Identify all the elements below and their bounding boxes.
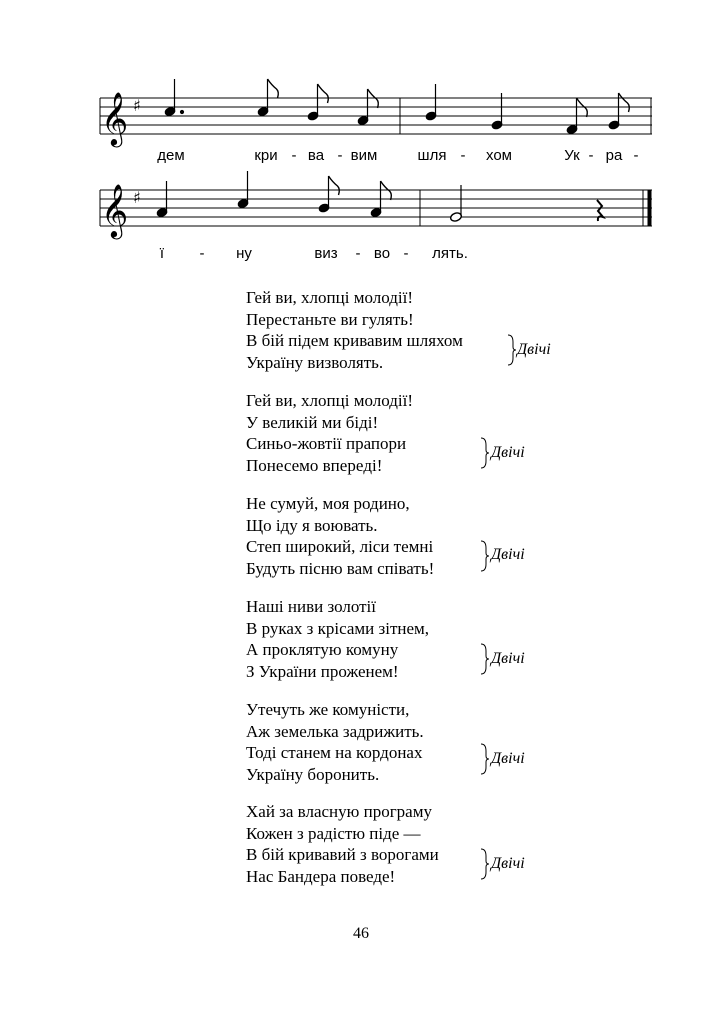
lyric-syllable: во <box>373 245 391 262</box>
staff-system-2 <box>100 190 652 226</box>
treble-clef: 𝄞 <box>101 183 129 237</box>
repeat-mark: Двічі <box>517 341 551 358</box>
stanza-line: Тоді станем на кордонах <box>246 743 423 762</box>
repeat-brace <box>480 540 489 572</box>
stanza-5 <box>246 699 546 785</box>
repeat-brace <box>507 334 516 366</box>
stanza-1 <box>246 287 546 373</box>
repeat-mark: Двічі <box>491 750 525 767</box>
repeat-mark: Двічі <box>491 855 525 872</box>
stanza-3 <box>246 493 546 579</box>
repeat-brace <box>480 848 489 880</box>
stanza-6 <box>246 801 546 887</box>
stanza-line: Хай за власную програму <box>246 802 432 821</box>
lyric-syllable: ва <box>307 147 325 164</box>
stanza-line: А проклятую комуну <box>246 640 399 659</box>
lyric-syllable: - <box>337 147 343 164</box>
stanza-line: Що іду я воювать. <box>246 515 378 535</box>
lyric-syllable: - <box>633 147 639 164</box>
stanza-line: Україну визволять. <box>246 352 384 372</box>
notes-system-2 <box>156 171 462 222</box>
stanza-line: З України проженем! <box>246 661 399 681</box>
lyric-syllable: - <box>355 245 361 262</box>
stanza-line: В бій підем кривавим шляхом <box>246 331 463 350</box>
quarter-rest <box>597 200 603 221</box>
repeat-mark: Двічі <box>491 650 525 667</box>
lyric-syllable: - <box>588 147 594 164</box>
stanza-line: Нас Бандера поведе! <box>246 866 396 886</box>
repeat-brace <box>480 743 489 775</box>
stanza-line: Будуть пісню вам співать! <box>246 558 435 578</box>
stanza-line: Наші ниви золотії <box>246 597 376 616</box>
lyric-syllable: - <box>403 245 409 262</box>
stanza-line: Гей ви, хлопці молодії! <box>246 391 413 410</box>
stanza-line: В руках з крісами зітнем, <box>246 618 430 638</box>
stanza-line: Україну боронить. <box>246 764 380 784</box>
page-number: 46 <box>353 925 369 942</box>
stanza-line: В бій кривавий з ворогами <box>246 845 439 864</box>
stanza-line: Утечуть же комуністи, <box>246 700 410 719</box>
lyric-syllable: хом <box>486 147 512 164</box>
stanza-line: У великій ми біді! <box>246 412 379 432</box>
stanza-line: Не сумуй, моя родино, <box>246 494 410 513</box>
lyric-syllable: дем <box>157 147 185 164</box>
lyric-syllable: вим <box>350 147 378 164</box>
repeat-mark: Двічі <box>491 444 525 461</box>
lyric-syllable: кри <box>254 147 278 164</box>
repeat-brace <box>480 643 489 675</box>
treble-clef: 𝄞 <box>101 91 129 145</box>
stanza-2 <box>246 390 546 476</box>
lyric-syllable: ї <box>159 245 165 262</box>
lyric-syllable: шля <box>417 147 447 164</box>
lyric-syllable: - <box>291 147 297 164</box>
repeat-brace <box>480 437 489 469</box>
key-signature-sharp: ♯ <box>133 188 141 207</box>
stanza-line: Степ широкий, ліси темні <box>246 537 434 556</box>
stanza-line: Перестаньте ви гулять! <box>246 309 414 329</box>
stanza-line: Понесемо вперeді! <box>246 455 383 475</box>
lyric-syllable: Ук <box>564 147 580 164</box>
repeat-mark: Двічі <box>491 546 525 563</box>
stanza-line: Кожен з радістю піде — <box>246 823 421 843</box>
lyric-syllable: лять. <box>432 245 468 262</box>
key-signature-sharp: ♯ <box>133 96 141 115</box>
lyric-syllable: ну <box>236 245 252 262</box>
stanza-line: Синьо-жовтії прапори <box>246 434 407 453</box>
stanza-line: Гей ви, хлопці молодії! <box>246 288 413 307</box>
lyric-syllable: - <box>199 245 205 262</box>
stanza-line: Аж земелька задрижить. <box>246 721 424 741</box>
lyric-syllable: виз <box>314 245 338 262</box>
lyric-syllable: - <box>460 147 466 164</box>
lyric-syllable: ра <box>605 147 623 164</box>
stanza-4 <box>246 596 546 682</box>
